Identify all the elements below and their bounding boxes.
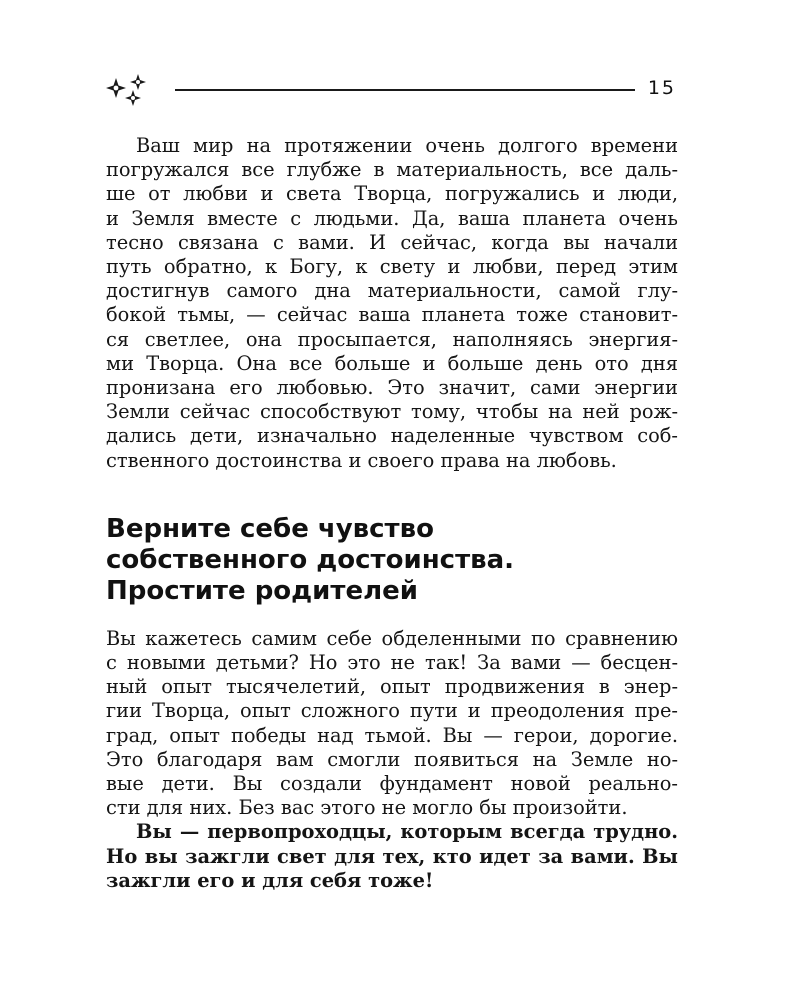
paragraph-line: град, опыт победы над тьмой. Вы — герои, дорогие. xyxy=(106,723,678,747)
paragraph-line: путь обратно, к Богу, к свету и любви, перед этим xyxy=(106,255,678,279)
section-heading xyxy=(106,514,678,607)
paragraph-line: вые дети. Вы создали фундамент новой реально- xyxy=(106,772,678,796)
paragraph-line: и Земля вместе с людьми. Да, ваша планета очень xyxy=(106,206,678,230)
paragraph-line: пронизана его любовью. Это значит, сами энергии xyxy=(106,376,678,400)
paragraph-line: бокой тьмы, — сейчас ваша планета тоже становит- xyxy=(106,303,678,327)
paragraph-line: Вы кажетесь самим себе обделенными по сравнению xyxy=(106,626,678,650)
paragraph-line: с новыми детьми? Но это не так! За вами — бесцен- xyxy=(106,651,678,675)
paragraph-line: тесно связана с вами. И сейчас, когда вы начали xyxy=(106,230,678,254)
paragraph-line: Вы — первопроходцы, которым всегда трудно. xyxy=(136,820,678,844)
heading-line: Верните себе чувство xyxy=(106,513,434,544)
paragraph-line: Это благодаря вам смогли появиться на Земле но- xyxy=(106,747,678,771)
heading-line: Простите родителей xyxy=(106,575,418,606)
page-number: 15 xyxy=(647,77,676,99)
paragraph-line: ми Творца. Она все больше и больше день ото дня xyxy=(106,351,678,375)
paragraph-line: Земли сейчас способствуют тому, чтобы на ней рож- xyxy=(106,400,678,424)
header-rule xyxy=(175,89,635,91)
paragraph-line: Но вы зажгли свет для тех, кто идет за вами. Вы xyxy=(106,844,678,868)
paragraph-line: дались дети, изначально наделенные чувством соб- xyxy=(106,424,678,448)
paragraph-3-bold xyxy=(106,820,678,893)
paragraph-1 xyxy=(106,134,678,473)
paragraph-2 xyxy=(106,627,678,821)
page-content xyxy=(106,134,678,893)
stars-ornament-icon xyxy=(102,70,158,110)
paragraph-line: гии Творца, опыт сложного пути и преодоления пре- xyxy=(106,699,678,723)
paragraph-line: зажгли его и для себя тоже! xyxy=(106,868,434,892)
paragraph-line: ше от любви и света Творца, погружались и люди, xyxy=(106,182,678,206)
paragraph-line: погружался все глубже в материальность, все даль- xyxy=(106,158,678,182)
paragraph-line: достигнув самого дна материальности, самой глу- xyxy=(106,279,678,303)
paragraph-line: сти для них. Без вас этого не могло бы произойти. xyxy=(106,796,628,820)
page-header xyxy=(102,70,678,110)
paragraph-line: ный опыт тысячелетий, опыт продвижения в энер- xyxy=(106,675,678,699)
paragraph-line: ственного достоинства и своего права на любовь. xyxy=(106,448,617,472)
paragraph-line: ся светлее, она просыпается, наполняясь энергия- xyxy=(106,327,678,351)
paragraph-line: Ваш мир на протяжении очень долгого времени xyxy=(136,134,678,157)
heading-line: собственного достоинства. xyxy=(106,544,515,575)
